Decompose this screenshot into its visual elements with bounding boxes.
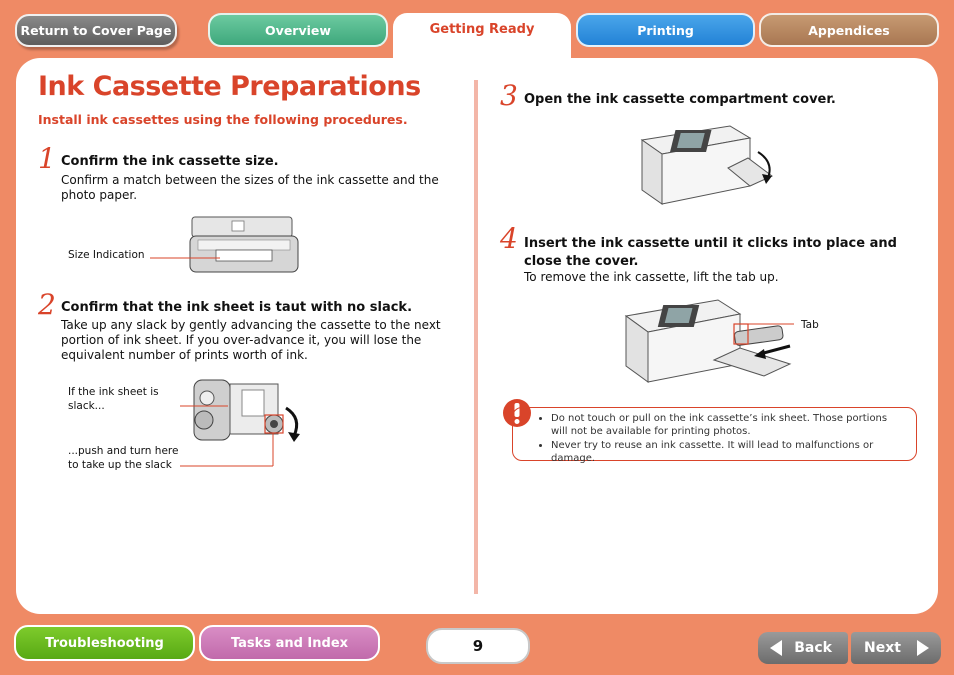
printer-cassette-insert-illustration: [622, 294, 822, 386]
tab-printing[interactable]: Printing: [576, 13, 755, 47]
next-label: Next: [864, 640, 901, 656]
column-divider: [474, 80, 478, 594]
next-button[interactable]: [851, 632, 941, 664]
step-body-2: Take up any slack by gently advancing the cassette to the next portion of ink sheet. If you over-advance it, you will lose the equivalent number of prints worth of ink.: [61, 318, 441, 362]
printer-cover-open-illustration: [638, 120, 780, 212]
next-arrow-icon: [917, 640, 929, 656]
page-subtitle: Install ink cassettes using the following procedures.: [38, 112, 408, 127]
step-heading-3: Open the ink cassette compartment cover.: [524, 92, 836, 107]
page-number: 9: [426, 628, 530, 664]
warning-box: [512, 407, 917, 464]
step-heading-1: Confirm the ink cassette size.: [61, 154, 279, 169]
troubleshooting-button[interactable]: Troubleshooting: [14, 625, 195, 661]
step-number-2: 2: [38, 288, 56, 321]
callout-push-turn: ...push and turn here to take up the slack: [68, 445, 179, 471]
ink-sheet-slack-illustration: [170, 372, 310, 472]
step-body-1: Confirm a match between the sizes of the ink cassette and the photo paper.: [61, 173, 439, 202]
page-title: Ink Cassette Preparations: [38, 71, 421, 102]
callout-size-indication: Size Indication: [68, 249, 145, 261]
warning-item: • Never try to reuse an ink cassette. It will lead to malfunctions or damage.: [551, 439, 906, 465]
tab-overview[interactable]: Overview: [208, 13, 388, 47]
step-number-3: 3: [500, 79, 518, 112]
back-button[interactable]: [758, 632, 848, 664]
back-label: Back: [794, 640, 832, 656]
callout-slack: If the ink sheet is slack...: [68, 386, 159, 412]
ink-cassette-size-illustration: [140, 210, 310, 280]
tab-getting-ready[interactable]: Getting Ready: [393, 13, 571, 65]
step-number-1: 1: [38, 142, 56, 175]
step-heading-4: Insert the ink cassette until it clicks into place and close the cover.: [524, 236, 897, 269]
step-body-4: To remove the ink cassette, lift the tab up.: [524, 270, 779, 284]
back-arrow-icon: [770, 640, 782, 656]
step-number-4: 4: [500, 222, 518, 255]
return-to-cover-button[interactable]: Return to Cover Page: [15, 14, 177, 47]
tab-appendices[interactable]: Appendices: [759, 13, 939, 47]
tasks-index-button[interactable]: Tasks and Index: [199, 625, 380, 661]
warning-item: • Do not touch or pull on the ink cassette’s ink sheet. Those portions will not be available for printing photos.: [551, 412, 906, 438]
callout-tab: Tab: [801, 319, 819, 331]
step-heading-2: Confirm that the ink sheet is taut with no slack.: [61, 300, 413, 315]
